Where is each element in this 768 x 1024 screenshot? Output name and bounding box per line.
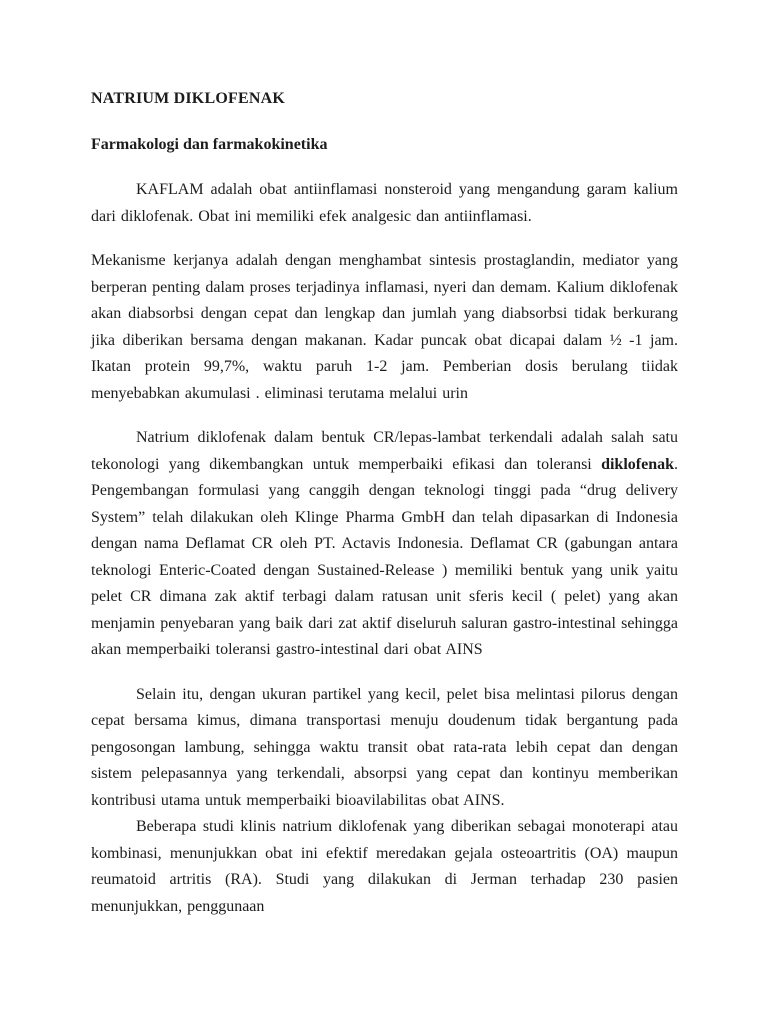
paragraph-studi-klinis: Beberapa studi klinis natrium diklofenak yang diberikan sebagai monoterapi atau kombinasi, menunjukkan obat ini efektif meredakan gejala osteoartritis (OA) maupun reumatoid artritis (RA). Studi yang dilakukan di Jerman terhadap 230 pasien menunjukkan, penggunaan	[91, 818, 678, 915]
paragraph-mekanisme-kerja: Mekanisme kerjanya adalah dengan menghambat sintesis prostaglandin, mediator yang berperan penting dalam proses terjadinya inflamasi, nyeri dan demam. Kalium diklofenak akan diabsorbsi dengan cepat dan lengkap dan jumlah yang diabsorbsi tidak berkurang jika diberikan bersama dengan makanan. Kadar puncak obat dicapai dalam ½ -1 jam. Ikatan protein 99,7%, waktu paruh 1-2 jam. Pemberian dosis berulang tiidak menyebabkan akumulasi . eliminasi terutama melalui urin	[91, 252, 678, 402]
paragraph-kaflam-intro: KAFLAM adalah obat antiinflamasi nonsteroid yang mengandung garam kalium dari diklofenak. Obat ini memiliki efek analgesic dan antiinflamasi.	[91, 181, 678, 225]
paragraph-selain-itu: Selain itu, dengan ukuran partikel yang kecil, pelet bisa melintasi pilorus dengan cepat bersama kimus, dimana transportasi menuju doudenum tidak bergantung pada pengosongan lambung, sehingga waktu transit obat rata-rata lebih cepat dan dengan sistem pelepasannya yang terkendali, absorpsi yang cepat dan kontinyu memberikan kontribusi utama untuk memperbaiki bioavilabilitas obat AINS.	[91, 685, 678, 809]
paragraph-natrium-cr: Natrium diklofenak dalam bentuk CR/lepas-lambat terkendali adalah salah satu tekonologi yang dikembangkan untuk memperbaiki efikasi dan toleransi diklofenak. Pengembangan formulasi yang canggih dengan teknologi tinggi pada “drug delivery System” telah dilakukan oleh Klinge Pharma GmbH dan telah dipasarkan di Indonesia dengan nama Deflamat CR oleh PT. Actavis Indonesia. Deflamat CR (gabungan antara teknologi Enteric-Coated dengan Sustained-Release ) memiliki bentuk yang unik yaitu pelet CR dimana zak aktif terbagi dalam ratusan unit sferis kecil ( pelet) yang akan menjamin penyebaran yang baik dari zat aktif diseluruh saluran gastro-intestinal sehingga akan memperbaiki toleransi gastro-intestinal dari obat AINS	[91, 429, 678, 658]
section-heading: Farmakologi dan farmakokinetika	[91, 135, 328, 153]
document-title: NATRIUM DIKLOFENAK	[91, 90, 285, 107]
document-content	[91, 86, 678, 938]
